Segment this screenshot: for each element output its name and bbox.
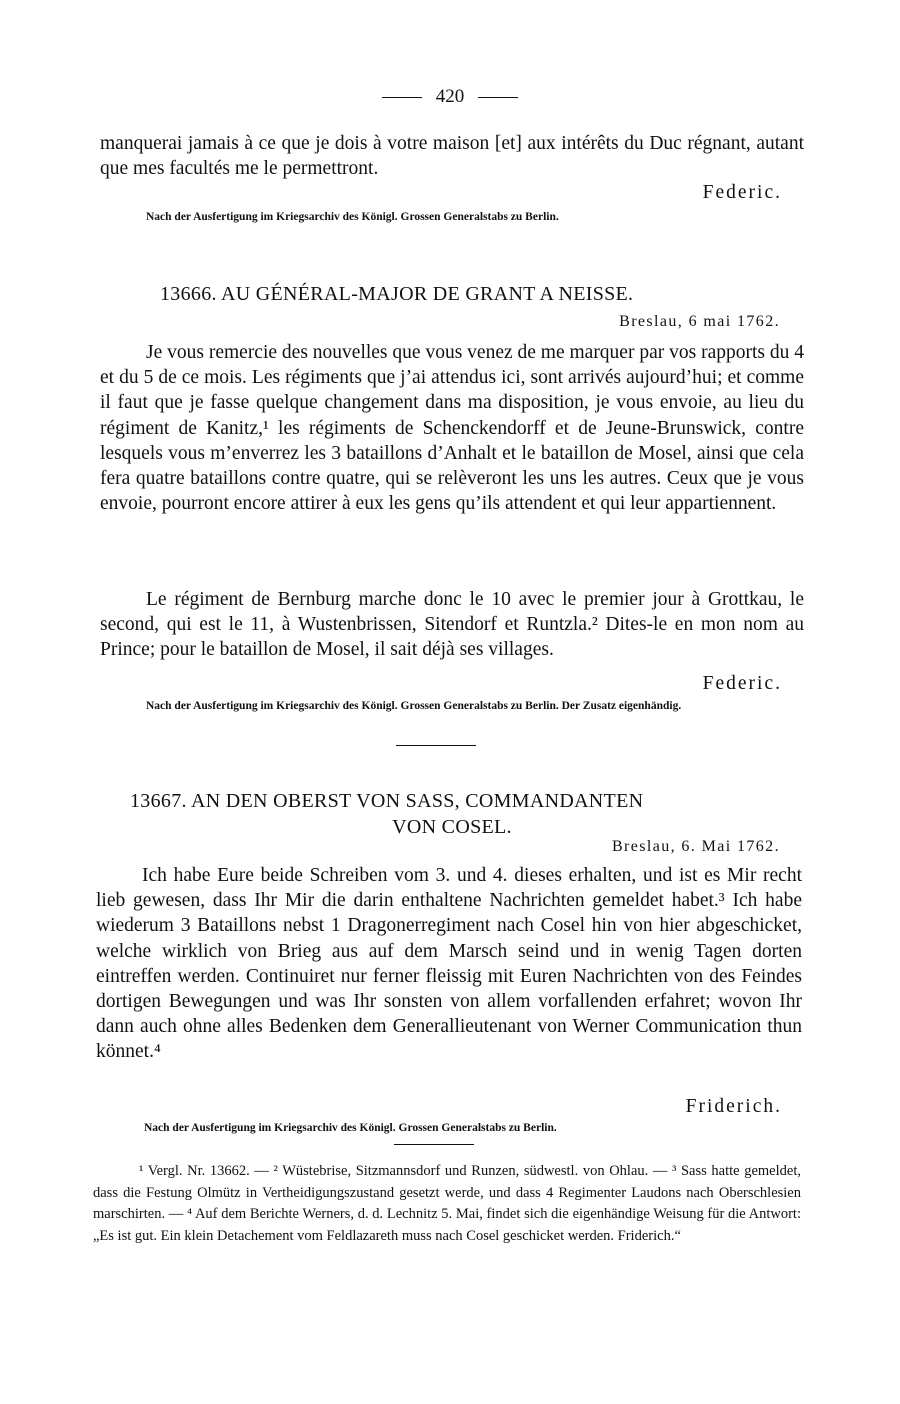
section-divider-2 (394, 1144, 474, 1145)
letter-13667-heading-line-2: VON COSEL. (392, 816, 512, 838)
page-number: 420 (0, 86, 900, 108)
letter-13667-body (96, 863, 802, 1065)
letter-13666-paragraph-1: Je vous remercie des nouvelles que vous venez de me marquer par vos rapports du 4 et du 5 de ce mois. Les régiments que j’ai attendus ici, sont arrivés aujourd’hui; et comme il faut que je fasse quelque changement dans ma disposition, je vous envoie, au lieu du régiment de Kanitz,¹ les régiments de Schenckendorff et de Jeune-Brunswick, contre lesquels vous m’enverrez les 3 bataillons d’Anhalt et le bataillon de Mosel, ainsi que cela fera quatre bataillons contre quatre, qui se relèveront les uns les autres. Ceux que je vous envoie, pourront encore attirer à eux les gens qu’ils attendent et qui leur appartiennent. (100, 342, 804, 515)
letter-13666-dateline: Breslau, 6 mai 1762. (619, 313, 780, 330)
letter-13666-heading: 13666. AU GÉNÉRAL-MAJOR DE GRANT A NEISSE. (160, 283, 634, 305)
signature-federic-2: Federic. (702, 673, 782, 694)
source-note-3: Nach der Ausfertigung im Kriegsarchiv des Königl. Grossen Generalstabs zu Berlin. (144, 1122, 557, 1134)
page-number-dash-left (382, 97, 422, 98)
letter-13666-body-2 (100, 587, 804, 663)
signature-friderich: Friderich. (685, 1096, 782, 1117)
continuation-text: manquerai jamais à ce que je dois à votre maison [et] aux intérêts du Duc régnant, autant que mes facultés me le permettront. (100, 133, 804, 180)
source-note-1: Nach der Ausfertigung im Kriegsarchiv des Königl. Grossen Generalstabs zu Berlin. (146, 211, 559, 223)
letter-13666-paragraph-2: Le régiment de Bernburg marche donc le 10 avec le premier jour à Grottkau, le second, qui est le 11, à Wustenbrissen, Sitendorf et Runtzla.² Dites-le en mon nom au Prince; pour le bataillon de Mosel, il sait déjà ses villages. (100, 589, 804, 661)
footnotes: ¹ Vergl. Nr. 13662. — ² Wüstebrise, Sitzmannsdorf und Runzen, südwestl. von Ohlau. — ³ Sass hatte gemeldet, dass die Festung Olmütz in Vertheidigungszustand gesetzt werde, und dass 4 Regimenter Laudons nach Oberschlesien marschirten. — ⁴ Auf dem Berichte Werners, d. d. Lechnitz 5. Mai, findet sich die eigenhändige Weisung für die Antwort: „Es ist gut. Ein klein Detachement vom Feldlazareth muss nach Cosel geschicket werden. Friderich.“ (93, 1163, 801, 1244)
letter-13667-dateline: Breslau, 6. Mai 1762. (611, 838, 780, 855)
letter-13667-paragraph-1: Ich habe Eure beide Schreiben vom 3. und 4. dieses erhalten, und ist es Mir recht lieb gewesen, dass Ihr Mir die darin enthaltene Nachrichten gemeldet habet.³ Ich habe wiederum 3 Bataillons nebst 1 Dragonerregiment nach Cosel hin von hier abgeschicket, welche wirklich von Brieg aus auf dem Marsch seind und in wenig Tagen dorten eintreffen werden. Continuiret nur ferner fleissig mit Euren Nachrichten von des Feindes dortigen Bewegungen und was Ihr sonsten von allem vorfallenden erfahret; wovon Ihr dann auch ohne alles Bedenken dem Generallieutenant von Werner Communication thun könnet.⁴ (96, 865, 802, 1063)
source-note-2: Nach der Ausfertigung im Kriegsarchiv des Königl. Grossen Generalstabs zu Berlin. Der Zusatz eigenhändig. (146, 700, 682, 712)
letter-13666-body (100, 340, 804, 516)
section-divider-1 (396, 745, 476, 746)
page-number-dash-right (478, 97, 518, 98)
signature-federic-1: Federic. (702, 182, 782, 203)
letter-13667-heading-line-1: 13667. AN DEN OBERST VON SASS, COMMANDANTEN (130, 790, 644, 812)
